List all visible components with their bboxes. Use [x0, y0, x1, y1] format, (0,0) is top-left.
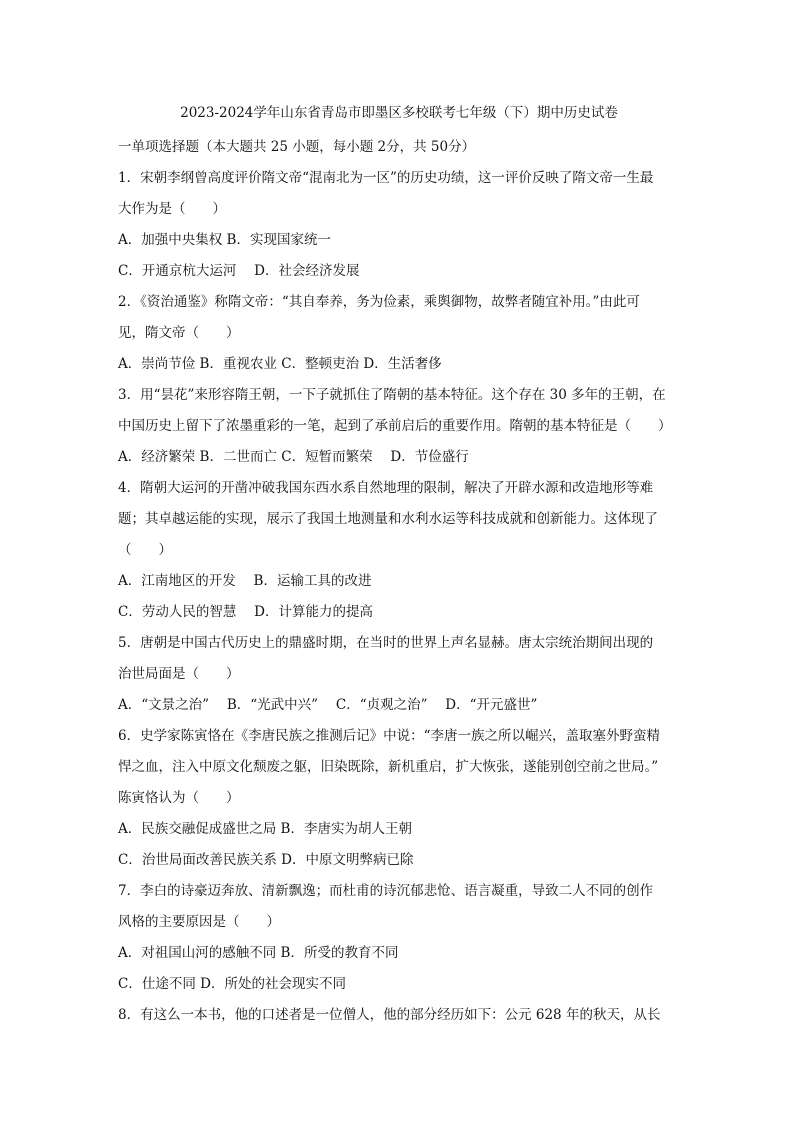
- text-line: 3．用“昙花”来形容隋王朝，一下子就抓住了隋朝的基本特征。这个存在 30 多年的王朝，在: [118, 387, 666, 403]
- text-line: C．开通京杭大运河 D．社会经济发展: [118, 263, 360, 279]
- text-line: 7．李白的诗豪迈奔放、清新飘逸；而杜甫的诗沉郁悲怆、语言凝重，导致二人不同的创作: [118, 883, 654, 899]
- text-line: A．经济繁荣 B．二世而亡 C．短暂而繁荣 D．节俭盛行: [118, 449, 469, 465]
- text-line: C．劳动人民的智慧 D．计算能力的提高: [118, 604, 373, 620]
- text-line: 陈寅恪认为（ ）: [118, 790, 240, 806]
- text-line: A．对祖国山河的感触不同 B．所受的教育不同: [118, 945, 399, 961]
- text-line: C．仕途不同 D．所处的社会现实不同: [118, 976, 346, 992]
- document-content: [118, 101, 680, 1031]
- text-line: 大作为是（ ）: [118, 201, 226, 217]
- text-line: A．江南地区的开发 B．运输工具的改进: [118, 573, 372, 589]
- text-line: A．民族交融促成盛世之局 B．李唐实为胡人王朝: [118, 821, 412, 837]
- text-line: A．“文景之治” B．“光武中兴” C．“贞观之治” D．“开元盛世”: [118, 697, 538, 713]
- text-line: A．加强中央集权 B．实现国家统一: [118, 232, 331, 248]
- text-line: C．治世局面改善民族关系 D．中原文明弊病已除: [118, 852, 414, 868]
- text-line: （ ）: [118, 542, 172, 558]
- text-line: 6．史学家陈寅恪在《李唐民族之推测后记》中说：“李唐一族之所以崛兴，盖取塞外野蛮精: [118, 728, 660, 744]
- section-heading: 一单项选择题（本大题共 25 小题，每小题 2分，共 50分）: [118, 139, 476, 155]
- exam-title: 2023-2024学年山东省青岛市即墨区多校联考七年级（下）期中历史试卷: [180, 105, 618, 121]
- text-line: 2．《资治通鉴》称隋文帝：“其自奉养，务为俭素，乘舆御物，故弊者随宜补用。”由此可: [118, 294, 640, 310]
- text-line: 题；其卓越运能的实现，展示了我国土地测量和水利水运等科技成就和创新能力。这体现了: [118, 511, 658, 527]
- text-line: 4．隋朝大运河的开凿冲破我国东西水系自然地理的限制，解决了开辟水源和改造地形等难: [118, 480, 654, 496]
- text-line: 悍之血，注入中原文化颓废之躯，旧染既除，新机重启，扩大恢张，遂能别创空前之世局。”: [118, 759, 659, 775]
- text-line: 5．唐朝是中国古代历史上的鼎盛时期，在当时的世界上声名显赫。唐太宗统治期间出现的: [118, 635, 654, 651]
- text-line: A．崇尚节俭 B．重视农业 C．整顿吏治 D．生活奢侈: [118, 356, 442, 372]
- text-line: 见，隋文帝（ ）: [118, 325, 240, 341]
- text-line: 1．宋朝李纲曾高度评价隋文帝“混南北为一区”的历史功绩，这一评价反映了隋文帝一生最: [118, 170, 654, 186]
- text-line: 治世局面是（ ）: [118, 666, 240, 682]
- text-line: 风格的主要原因是（ ）: [118, 914, 280, 930]
- text-line: 中国历史上留下了浓墨重彩的一笔，起到了承前启后的重要作用。隋朝的基本特征是（ ）: [118, 418, 672, 434]
- text-line: 8．有这么一本书，他的口述者是一位僧人，他的部分经历如下：公元 628 年的秋天，从长: [118, 1007, 661, 1023]
